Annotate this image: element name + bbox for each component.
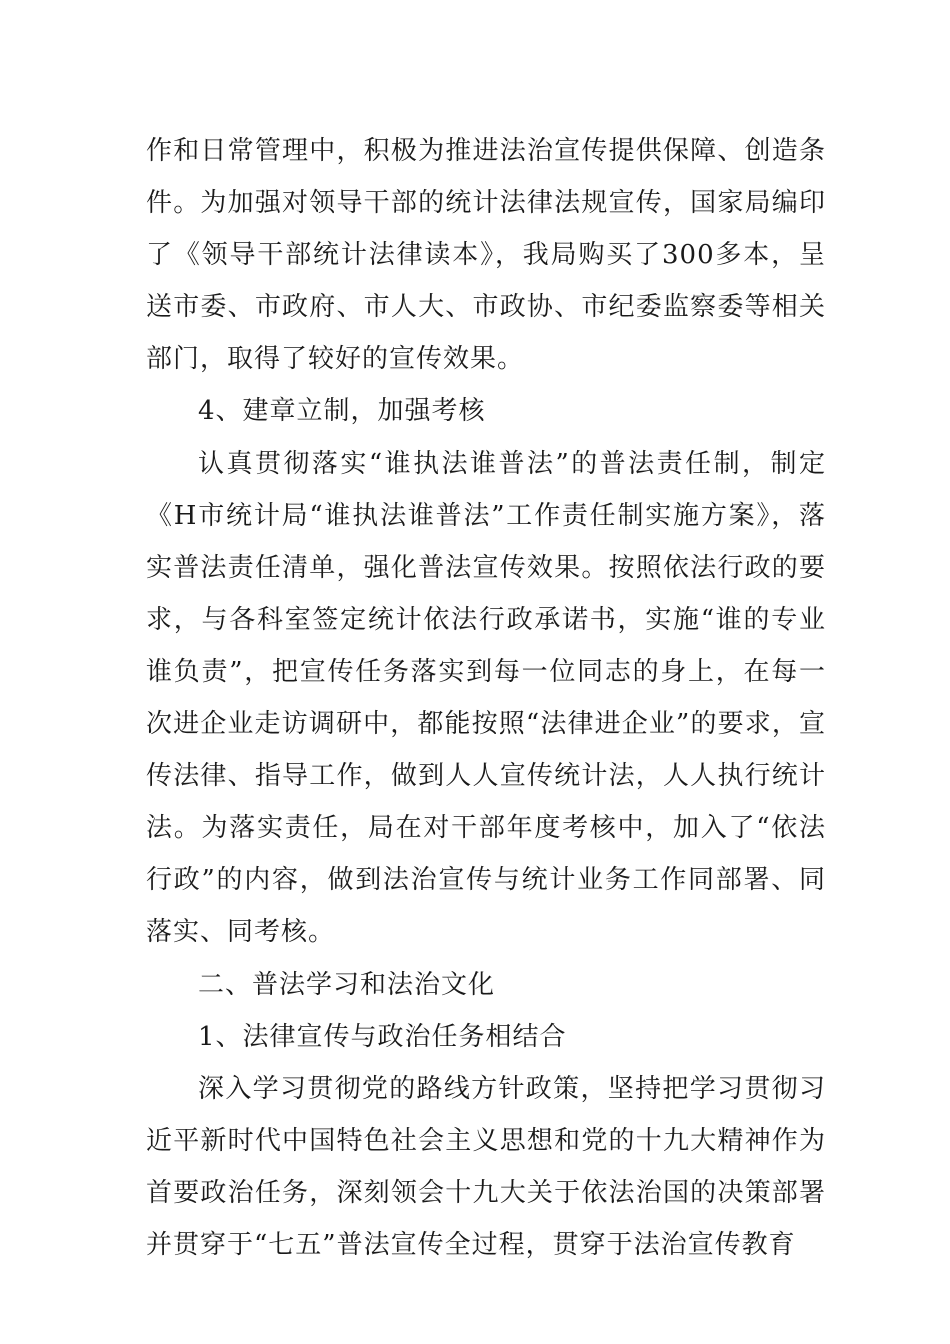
- section-heading-2: 二、普法学习和法治文化: [198, 969, 496, 1000]
- paragraph-responsibility: 认真贯彻落实“谁执法谁普法”的普法责任制，制定《H市统计局“谁执法谁普法”工作责任制实施方案》，落实普法责任清单，强化普法宣传效果。按照依法行政的要求，与各科室签定统计依法行政承诺书，实施“谁的专业谁负责”，把宣传任务落实到每一位同志的身上，在每一次进企业走访调研中，都能按照“法律进企业”的要求，宣传法律、指导工作，做到人人宣传统计法，人人执行统计法。为落实责任，局在对干部年度考核中，加入了“依法行政”的内容，做到法治宣传与统计业务工作同部署、同落实、同考核。: [146, 448, 826, 948]
- section-subheading-1: 1、法律宣传与政治任务相结合: [198, 1021, 567, 1052]
- paragraph-continued: 作和日常管理中，积极为推进法治宣传提供保障、创造条件。为加强对领导干部的统计法律法规宣传，国家局编印了《领导干部统计法律读本》，我局购买了300多本，呈送市委、市政府、市人大、市政协、市纪委监察委等相关部门，取得了较好的宣传效果。: [146, 136, 826, 375]
- paragraph-political-task: 深入学习贯彻党的路线方针政策，坚持把学习贯彻习近平新时代中国特色社会主义思想和党的十九大精神作为首要政治任务，深刻领会十九大关于依法治国的决策部署并贯穿于“七五”普法宣传全过程，贯穿于法治宣传教育: [146, 1073, 826, 1260]
- section-subheading-4: 4、建章立制，加强考核: [198, 396, 486, 427]
- document-body: [146, 125, 826, 1271]
